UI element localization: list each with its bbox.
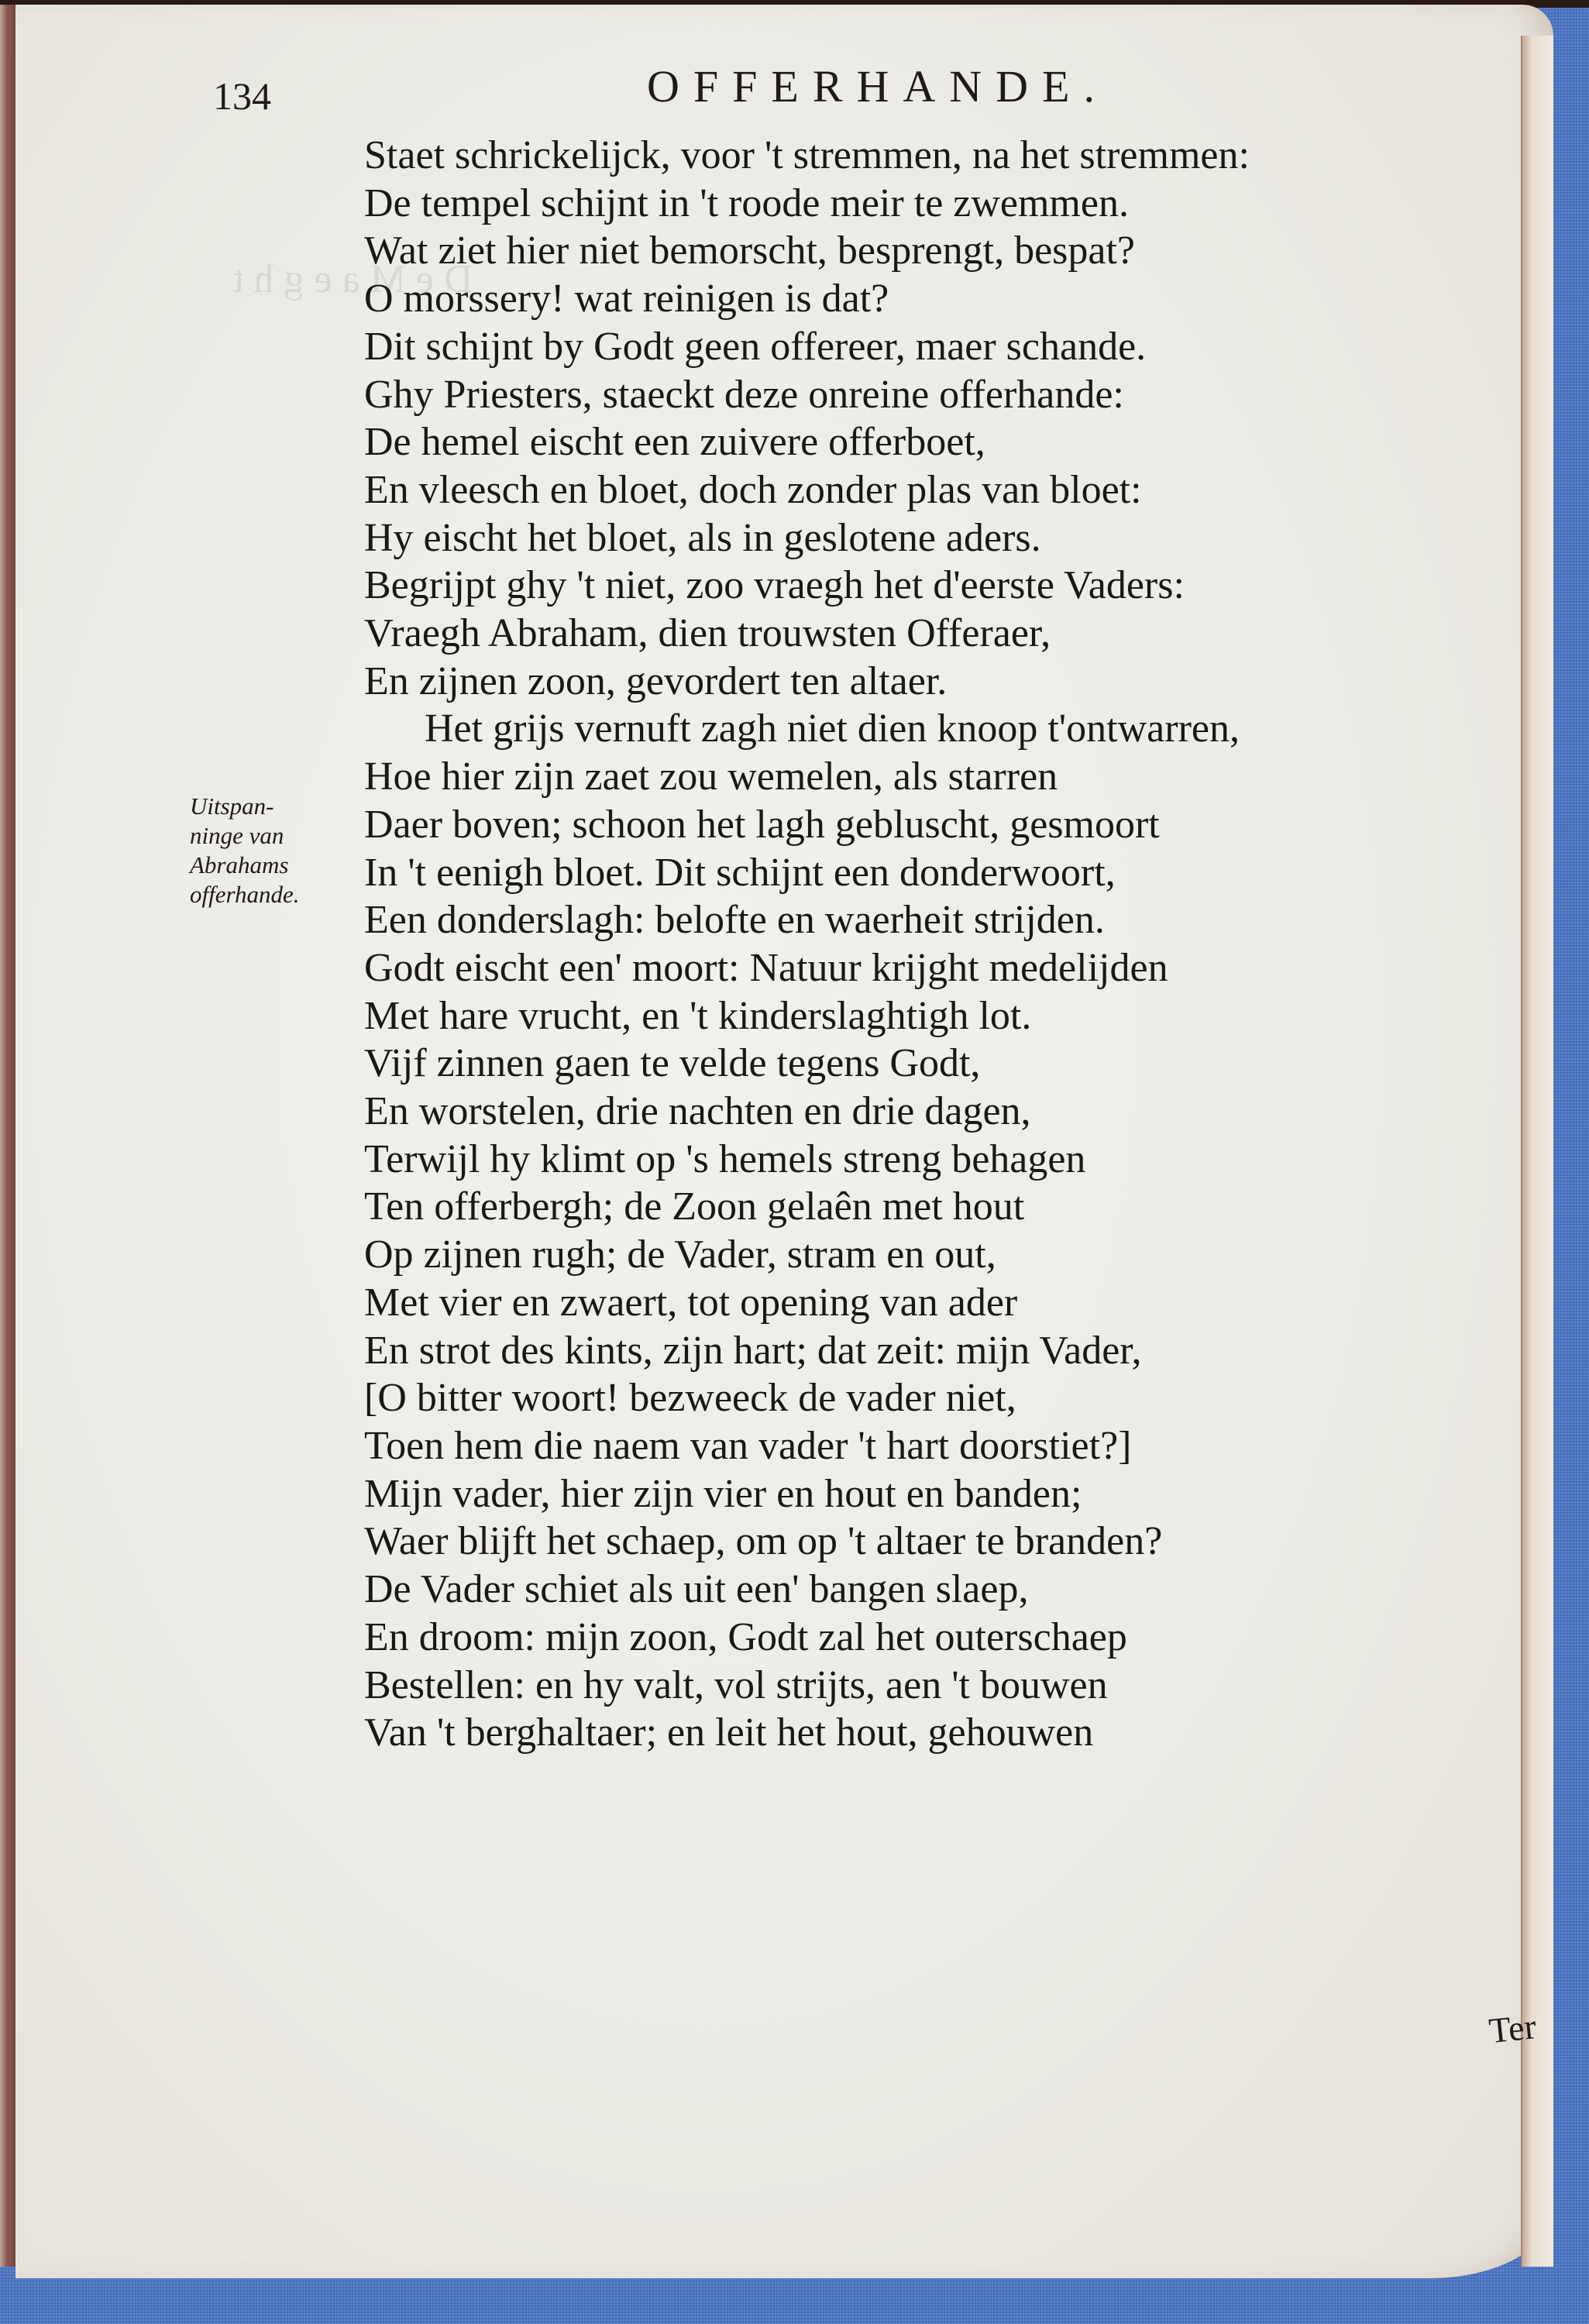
verse-line: Dit schijnt by Godt geen offereer, maer schande.	[364, 324, 1147, 369]
verse-line: De hemel eischt een zuivere offerboet,	[364, 420, 985, 465]
verse-line: Bestellen: en hy valt, vol strijts, aen 't bouwen	[364, 1662, 1108, 1707]
verse-line: En zijnen zoon, gevordert ten altaer.	[364, 658, 948, 703]
marginal-note-line: offerhande.	[190, 881, 300, 908]
verse-line: Waer blijft het schaep, om op 't altaer te branden?	[364, 1519, 1163, 1564]
book-binding-edge	[0, 5, 17, 2267]
verse-line: Toen hem die naem van vader 't hart doorstiet?]	[364, 1423, 1132, 1468]
verse-line: [O bitter woort! bezweeck de vader niet,	[364, 1376, 1016, 1421]
page-number: 134	[213, 74, 271, 118]
verse-line: Met hare vrucht, en 't kinderslaghtigh lot.	[364, 993, 1032, 1038]
running-head: OFFERHANDE.	[647, 61, 1109, 112]
verse-line: Met vier en zwaert, tot opening van ader	[364, 1280, 1018, 1325]
verse-line: De tempel schijnt in 't roode meir te zwemmen.	[364, 180, 1129, 225]
verse-line: Daer boven; schoon het lagh gebluscht, gesmoort	[364, 802, 1160, 847]
verse-line: Vraegh Abraham, dien trouwsten Offeraer,	[364, 611, 1051, 656]
verse-line: Begrijpt ghy 't niet, zoo vraegh het d'eerste Vaders:	[364, 563, 1185, 608]
verse-line: Godt eischt een' moort: Natuur krijght medelijden	[364, 945, 1168, 990]
verse-line: Staet schrickelijck, voor 't stremmen, na het stremmen:	[364, 133, 1250, 177]
verse-line: En vleesch en bloet, doch zonder plas van bloet:	[364, 467, 1142, 512]
verse-line: En worstelen, drie nachten en drie dagen,	[364, 1089, 1031, 1134]
marginal-note	[190, 792, 300, 909]
verse-line: Hoe hier zijn zaet zou wemelen, als starren	[364, 755, 1058, 799]
marginal-note-line: Abrahams	[190, 851, 289, 878]
verse-line: Vijf zinnen gaen te velde tegens Godt,	[364, 1041, 981, 1086]
verse-line: Hy eischt het bloet, als in geslotene aders.	[364, 515, 1041, 560]
verse-line: Wat ziet hier niet bemorscht, besprengt, bespat?	[364, 229, 1136, 273]
marginal-note-line: Uitspan-	[190, 792, 274, 820]
show-through-text: D e M a e g h t	[232, 257, 473, 301]
verse-line: Het grijs vernuft zagh niet dien knoop t'ontwarren,	[425, 706, 1240, 751]
verse-line: In 't eenigh bloet. Dit schijnt een donderwoort,	[364, 850, 1116, 895]
verse-line: Ghy Priesters, staeckt deze onreine offerhande:	[364, 372, 1124, 417]
verse-line: Mijn vader, hier zijn vier en hout en banden;	[364, 1471, 1082, 1516]
verse-line: O morssery! wat reinigen is dat?	[364, 277, 889, 321]
verse-line: De Vader schiet als uit een' bangen slaep,	[364, 1567, 1029, 1612]
verse-line: En strot des kints, zijn hart; dat zeit: mijn Vader,	[364, 1328, 1142, 1373]
verse-line: Terwijl hy klimt op 's hemels streng behagen	[364, 1136, 1086, 1181]
verse-line: Een donderslagh: belofte en waerheit strijden.	[364, 898, 1105, 943]
verse-line: Op zijnen rugh; de Vader, stram en out,	[364, 1232, 996, 1277]
verse-line: Van 't berghaltaer; en leit het hout, gehouwen	[364, 1710, 1094, 1755]
poem-text-block	[364, 132, 1573, 1757]
verse-line: Ten offerbergh; de Zoon gelaên met hout	[364, 1184, 1025, 1229]
marginal-note-line: ninge van	[190, 822, 284, 849]
catchword: Ter	[1487, 2006, 1539, 2051]
verse-line: En droom: mijn zoon, Godt zal het outerschaep	[364, 1614, 1127, 1659]
